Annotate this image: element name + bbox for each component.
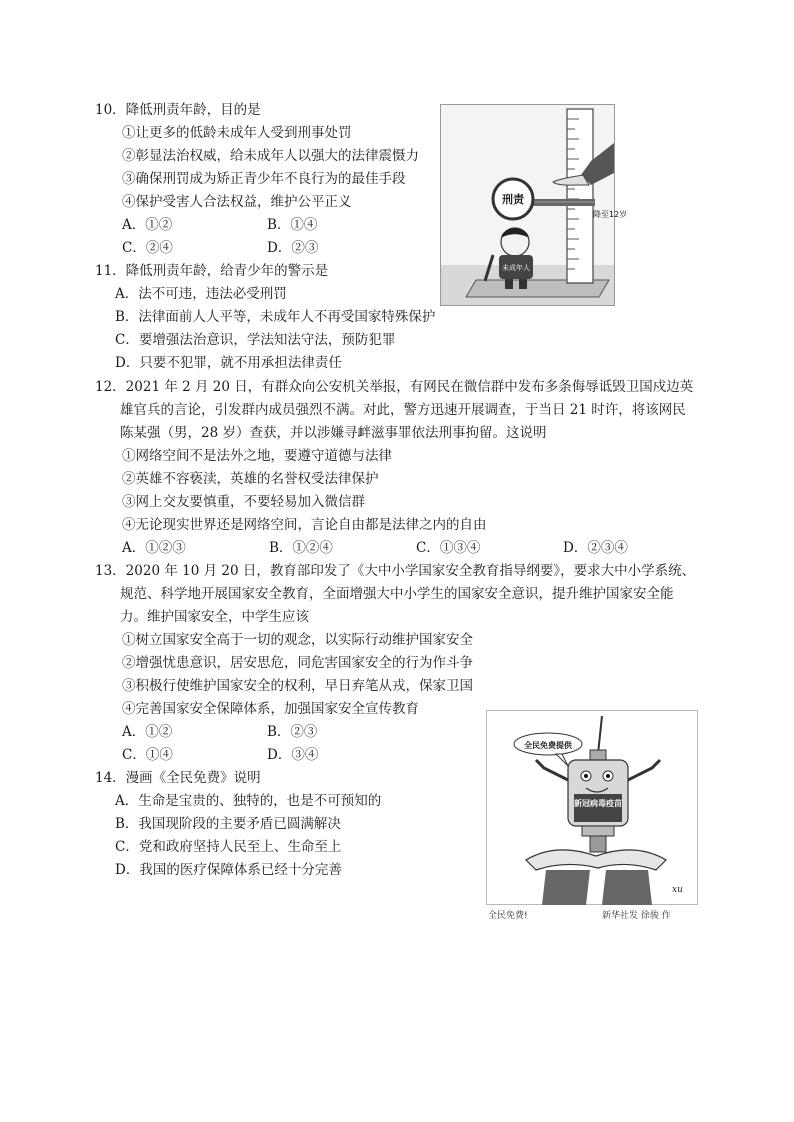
question-10-stem: 10．降低刑责年龄，目的是 xyxy=(95,102,261,118)
question-12-item-1: ①网络空间不是法外之地，要遵守道德与法律 xyxy=(122,448,392,464)
question-10-options-row-2 xyxy=(95,237,419,260)
question-14 xyxy=(95,767,381,882)
question-13-option-b[interactable]: B．②③ xyxy=(267,724,318,740)
cartoon-criminal-age xyxy=(440,104,628,306)
bubble-text: 全民免费提供 xyxy=(524,741,572,750)
question-12-stem-line-3: 陈某强（男，28 岁）查获，并以涉嫌寻衅滋事罪依法刑事拘留。这说明 xyxy=(120,425,547,441)
kid-shirt-label: 未成年人 xyxy=(502,264,530,272)
question-12-stem-line-1: 12．2021 年 2 月 20 日，有群众向公安机关举报，有网民在微信群中发布多条侮辱诋毁卫国戍边英 xyxy=(95,379,694,395)
question-14-stem: 14．漫画《全民免费》说明 xyxy=(95,770,261,786)
question-12-option-a[interactable]: A．①②③ xyxy=(122,540,186,556)
question-10-item-3: ③确保刑罚成为矫正青少年不良行为的最佳手段 xyxy=(122,171,406,187)
question-13-option-c[interactable]: C．①④ xyxy=(122,747,173,763)
question-13-stem-line-1: 13．2020 年 10 月 20 日，教育部印发了《大中小学国家安全教育指导纲要》，要求大中小学系统、 xyxy=(95,563,696,579)
question-10-item-2: ②彰显法治权威，给未成年人以强大的法律震慑力 xyxy=(122,148,419,164)
question-12 xyxy=(95,376,693,560)
question-10-option-a[interactable]: A．①② xyxy=(122,217,173,233)
question-10-option-c[interactable]: C．②④ xyxy=(122,240,173,256)
question-13-item-3: ③积极行使维护国家安全的权利，早日弃笔从戎，保家卫国 xyxy=(122,678,473,694)
question-12-options-row xyxy=(95,537,693,560)
question-12-stem-line-2: 雄官兵的言论，引发群内成员强烈不满。对此，警方迅速开展调查，于当日 21 时许，将该网民 xyxy=(120,402,686,418)
question-13-item-4: ④完善国家安全保障体系，加强国家安全宣传教育 xyxy=(122,701,419,717)
question-14-option-c[interactable]: C．党和政府坚持人民至上、生命至上 xyxy=(115,839,342,855)
question-12-item-4: ④无论现实世界还是网络空间，言论自由都是法律之内的自由 xyxy=(122,517,487,533)
question-13-item-2: ②增强忧患意识，居安思危，同危害国家安全的行为作斗争 xyxy=(122,655,473,671)
question-12-item-3: ③网上交友要慎重，不要轻易加入微信群 xyxy=(122,494,365,510)
question-11-option-d[interactable]: D．只要不犯罪，就不用承担法律责任 xyxy=(115,355,342,371)
age-arrow-label: 降至12岁 xyxy=(593,210,628,219)
question-13-item-1: ①树立国家安全高于一切的观念，以实际行动维护国家安全 xyxy=(122,632,473,648)
cartoon-caption-title: 全民免费! xyxy=(488,911,528,921)
question-12-item-2: ②英雄不容亵渎，英雄的名誉权受法律保护 xyxy=(122,471,379,487)
question-12-option-c[interactable]: C．①③④ xyxy=(416,540,481,556)
question-10-options-row-1 xyxy=(95,214,419,237)
badge-label: 刑责 xyxy=(502,193,524,206)
question-14-option-b[interactable]: B．我国现阶段的主要矛盾已圆满解决 xyxy=(115,816,341,832)
question-13-option-d[interactable]: D．③④ xyxy=(267,747,319,763)
question-13-stem-line-2: 规范、科学地开展国家安全教育，全面增强大中小学生的国家安全意识，提升维护国家安全能 xyxy=(120,586,674,602)
question-14-option-d[interactable]: D．我国的医疗保障体系已经十分完善 xyxy=(115,862,342,878)
cartoon-caption-credit: 新华社发 徐骏 作 xyxy=(602,911,671,921)
cartoon-free-vaccine xyxy=(486,710,698,920)
question-13-stem-line-3: 力。维护国家安全，中学生应该 xyxy=(120,609,309,625)
artist-signature: xu xyxy=(672,885,683,895)
question-11-option-a[interactable]: A．法不可违，违法必受刑罚 xyxy=(115,286,287,302)
question-10-item-4: ④保护受害人合法权益，维护公平正义 xyxy=(122,194,352,210)
question-11-option-c[interactable]: C．要增强法治意识，学法知法守法，预防犯罪 xyxy=(115,332,396,348)
question-10-item-1: ①让更多的低龄未成年人受到刑事处罚 xyxy=(122,125,352,141)
question-13-option-a[interactable]: A．①② xyxy=(122,724,173,740)
question-12-option-b[interactable]: B．①②④ xyxy=(269,540,333,556)
question-11-option-b[interactable]: B．法律面前人人平等，未成年人不再受国家特殊保护 xyxy=(115,309,436,325)
question-10-option-d[interactable]: D．②③ xyxy=(267,240,319,256)
question-11 xyxy=(95,260,435,375)
vial-label: 新冠病毒疫苗 xyxy=(574,799,622,808)
question-10 xyxy=(95,99,419,260)
question-10-option-b[interactable]: B．①④ xyxy=(267,217,318,233)
question-12-option-d[interactable]: D．②③④ xyxy=(563,540,628,556)
question-14-option-a[interactable]: A．生命是宝贵的、独特的，也是不可预知的 xyxy=(115,793,382,809)
question-11-stem: 11．降低刑责年龄，给青少年的警示是 xyxy=(95,263,329,279)
